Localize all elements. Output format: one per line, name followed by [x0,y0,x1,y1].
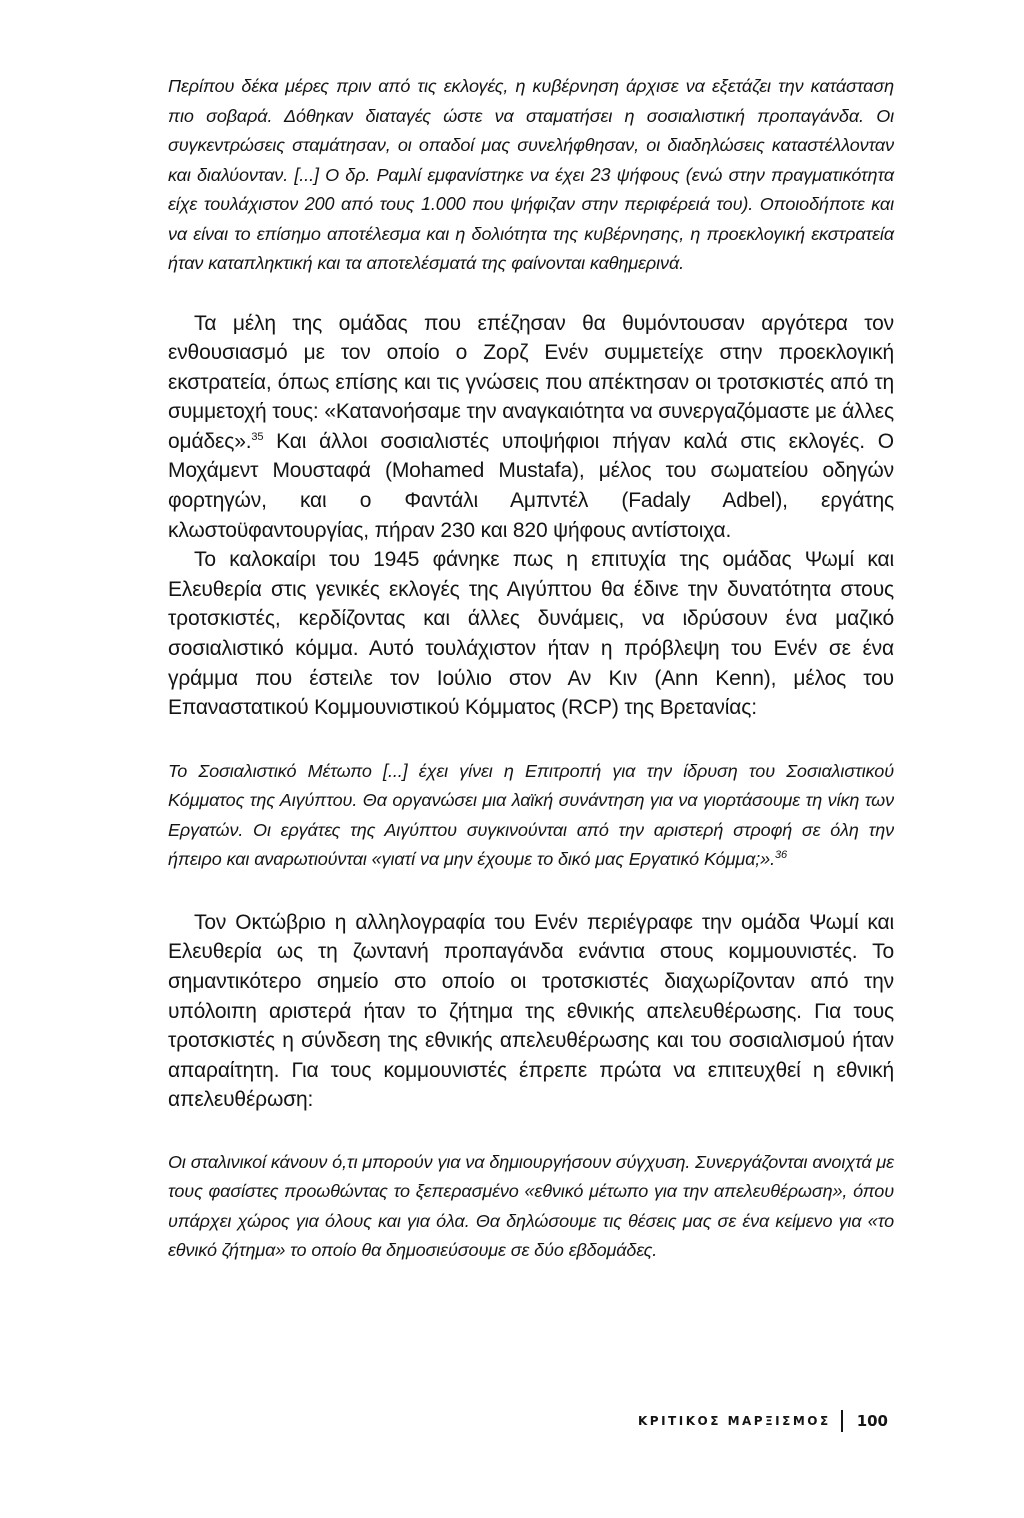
block-quote-1 [168,72,894,279]
footnote-ref-36: 36 [774,849,788,862]
page-content [168,72,894,1266]
quote-2-paragraph [168,757,894,875]
paragraph-2: Το καλοκαίρι του 1945 φάνηκε πως η επιτυχία της ομάδας Ψωμί και Ελευθερία στις γενικές εκλογές της Αιγύπτου θα έδινε την δυνατότητα στους τροτσκιστές, κερδίζοντας και άλλες δυνάμεις, να ιδρύσουν ένα μαζικό σοσιαλιστικό κόμμα. Αυτό τουλάχιστον ήταν η πρόβλεψη του Ενέν σε ένα γράμμα που έστειλε τον Ιούλιο στον Αν Κιν (Ann Kenn), μέλος του Επαναστατικού Κομμουνιστικού Κόμματος (RCP) της Βρετανίας: [168,548,894,720]
block-quote-2 [168,757,894,875]
journal-title: ΚΡΙΤΙΚΟΣ ΜΑΡΞΙΣΜΟΣ [637,1414,831,1428]
body-section-2 [168,908,894,1115]
paragraph-3: Τον Οκτώβριο η αλληλογραφία του Ενέν περιέγραφε την ομάδα Ψωμί και Ελευθερία ως τη ζωντανή προπαγάνδα ενάντια στους κομμουνιστές. Το σημαντικότερο σημείο στο οποίο οι τροτσκιστές διαχωρίζονταν από την υπόλοιπη αριστερά ήταν το ζήτημα της εθνικής απελευθέρωσης. Για τους τροτσκιστές η σύνδεση της εθνικής απελευθέρωσης και του σοσιαλισμού ήταν απαραίτητη. Για τους κομμουνιστές έπρεπε πρώτα να επιτευχθεί η εθνική απελευθέρωση: [168,910,894,1112]
paragraph-1 [168,309,894,546]
quote-1-text: Περίπου δέκα μέρες πριν από τις εκλογές, η κυβέρνηση άρχισε να εξετάζει την κατάσταση πιο σοβαρά. Δόθηκαν διαταγές ώστε να σταματήσει η σοσιαλιστική προπαγάνδα. Οι συγκεντρώσεις σταμάτησαν, οι οπαδοί μας συνελήφθησαν, οι διαδηλώσεις καταστέλλονταν και διαλύονταν. [...] Ο δρ. Ραμλί εμφανίστηκε να έχει 23 ψήφους (ενώ στην πραγματικότητα είχε τουλάχιστον 200 από τους 1.000 που ψήφιζαν στην περιφέρειά του). Οποιοδήποτε και να είναι το επίσημο αποτέλεσμα και η δολιότητα της κυβέρνησης, η προεκλογική εκστρατεία ήταν καταπληκτική και τα αποτελέσματά της φαίνονται καθημερινά. [168,76,894,273]
block-quote-3 [168,1148,894,1266]
paragraph-1-rest: Και άλλοι σοσιαλιστές υποψήφιοι πήγαν καλά στις εκλογές. Ο Μοχάμεντ Μουσταφά (Mohamed Mustafa), μέλος του σωματείου οδηγών φορτηγών, και ο Φαντάλι Αμπντέλ (Fadaly Adbel), εργάτης κλωστοϋφαντουργίας, πήραν 230 και 820 ψήφους αντίστοιχα. [168,429,894,542]
paragraph-1-text: Τα μέλη της ομάδας που επέζησαν θα θυμόντουσαν αργότερα τον ενθουσιασμό με τον οποίο ο Ζορζ Ενέν συμμετείχε στην προεκλογική εκστρατεία, όπως επίσης και τις γνώσεις που απέκτησαν οι τροτσκιστές από τη συμμετοχή τους: «Κατανοήσαμε την αναγκαιότητα να συνεργαζόμαστε με άλλες ομάδες». [168,311,894,453]
page-number: 100 [856,1412,888,1430]
quote-2-text: Το Σοσιαλιστικό Μέτωπο [...] έχει γίνει η Επιτροπή για την ίδρυση του Σοσιαλιστικού Κόμματος της Αιγύπτου. Θα οργανώσει μια λαϊκή συνάντηση για να γιορτάσουμε τη νίκη των Εργατών. Οι εργάτες της Αιγύπτου συγκινούνται από την αριστερή στροφή σε όλη την ήπειρο και αναρωτιούνται «γιατί να μην έχουμε το δικό μας Εργατικό Κόμμα;». [168,760,894,870]
footer-divider [841,1410,843,1432]
body-section-1 [168,309,894,723]
quote-3-text: Οι σταλινικοί κάνουν ό,τι μπορούν για να δημιουργήσουν σύγχυση. Συνεργάζονται ανοιχτά με τους φασίστες προωθώντας το ξεπερασμένο «εθνικό μέτωπο για την απελευθέρωση», όπου υπάρχει χώρος για όλους και για όλα. Θα δηλώσουμε τις θέσεις μας σε ένα κείμενο για «το εθνικό ζήτημα» το οποίο θα δημοσιεύσουμε σε δύο εβδομάδες. [168,1151,894,1261]
footnote-ref-35: 35 [251,430,264,443]
page-footer [638,1410,888,1432]
